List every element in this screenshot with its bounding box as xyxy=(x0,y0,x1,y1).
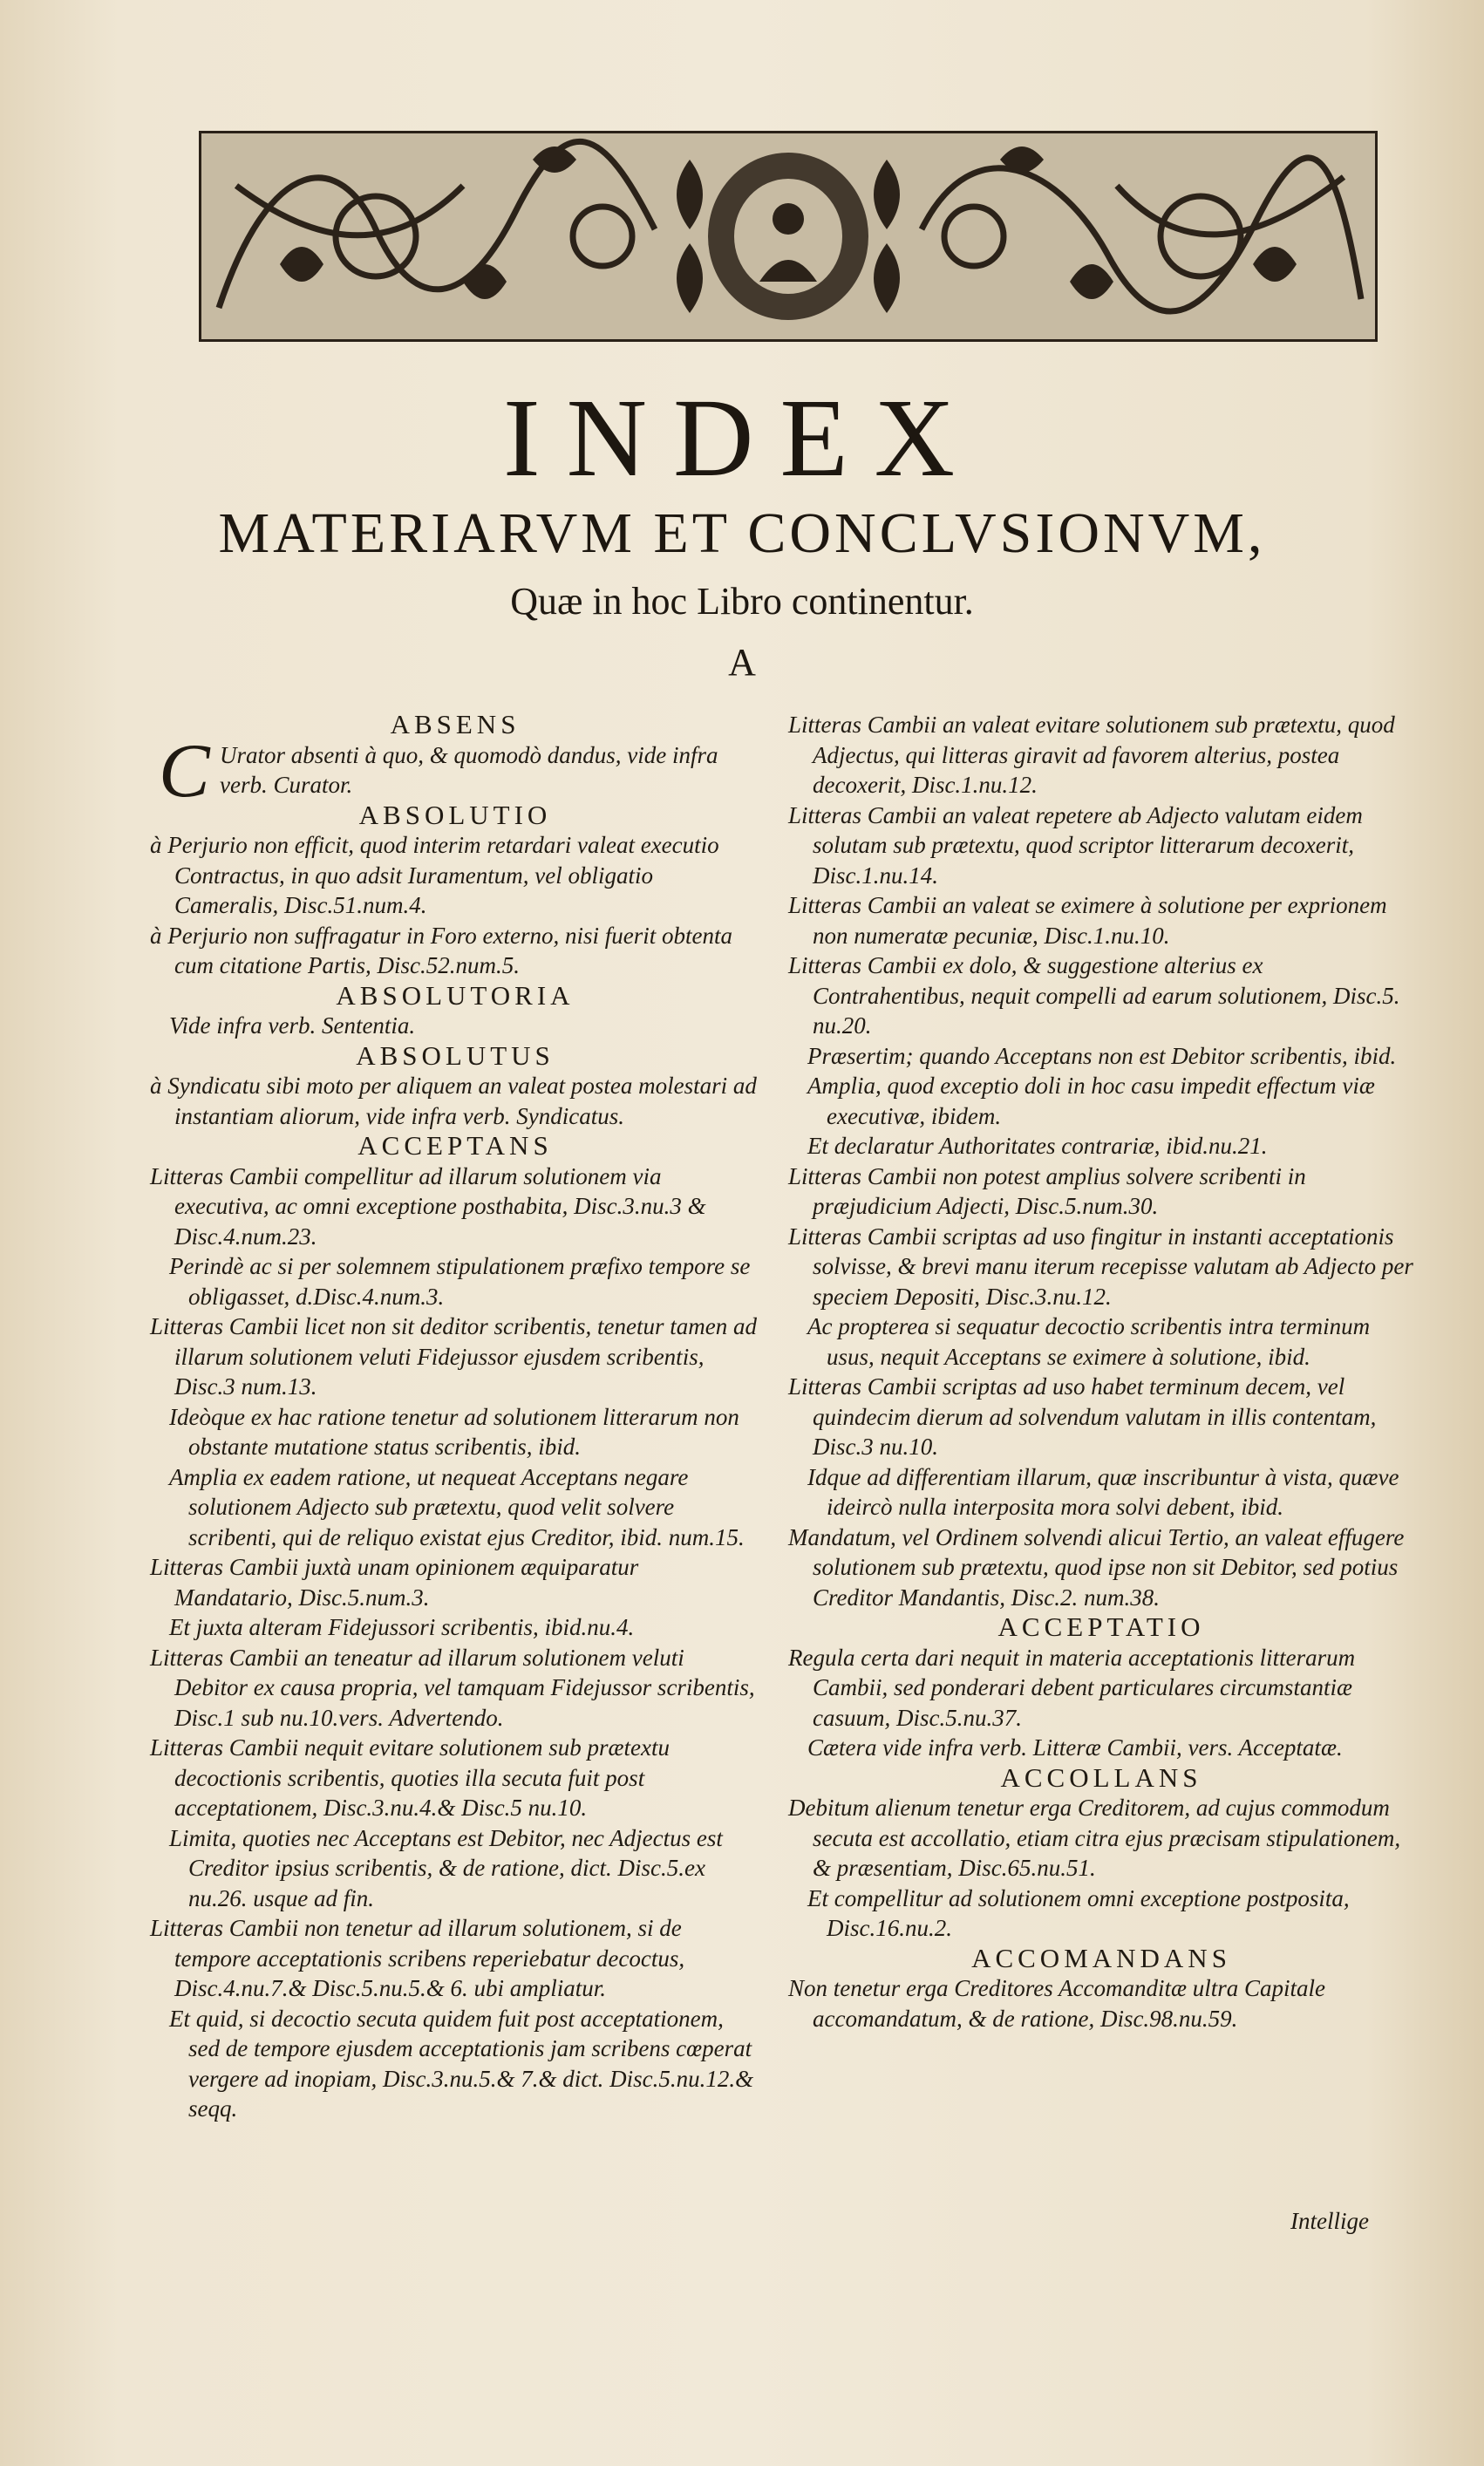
index-subentry: Perindè ac si per solemnem stipulationem præfixo tempore se obligasset, d.Disc.4.num.3. xyxy=(169,1253,751,1310)
index-heading: ABSOLUTUS xyxy=(356,1039,555,1071)
catchword: Intellige xyxy=(1290,2208,1369,2234)
drop-cap: C xyxy=(159,728,210,814)
index-subentry: Et declaratur Authoritates contrariæ, ibid.nu.21. xyxy=(807,1133,1268,1159)
index-entry: Debitum alienum tenetur erga Creditorem, ad cujus commodum secuta est accollatio, etiam citra ejus præcisam stipulationem, & præsentiam, Disc.65.nu.51. xyxy=(788,1795,1401,1881)
section-letter: A xyxy=(728,641,756,684)
index-subentry: Cætera vide infra verb. Litteræ Cambii, vers. Acceptatæ. xyxy=(807,1734,1343,1761)
index-entry: Litteras Cambii licet non sit deditor scribentis, tenetur tamen ad illarum solutionem veluti Fidejussor ejusdem scribentis, Disc.3 num.13. xyxy=(150,1313,757,1400)
index-heading: ABSOLUTORIA xyxy=(336,979,575,1011)
index-subentry: Limita, quoties nec Acceptans est Debitor, nec Adjectus est Creditor ipsius scribentis, & de ratione, dict. Disc.5.ex nu.26. usque ad fin. xyxy=(169,1824,723,1911)
index-heading: ACCEPTANS xyxy=(357,1130,553,1161)
page-tagline: Quæ in hoc Libro continentur. xyxy=(510,580,974,623)
index-heading: ABSOLUTIO xyxy=(358,799,552,830)
index-entry: Litteras Cambii an teneatur ad illarum solutionem veluti Debitor ex causa propria, vel tamquam Fidejussor scribentis, Disc.1 sub nu.10.vers. Advertendo. xyxy=(150,1644,755,1731)
index-subentry: Ideòque ex hac ratione tenetur ad solutionem litterarum non obstante mutatione status scribentis, ibid. xyxy=(169,1403,739,1460)
index-heading: ACCEPTATIO xyxy=(997,1611,1205,1642)
index-entry: Litteras Cambii nequit evitare solutionem sub prætextu decoctionis scribentis, quoties illa secuta fuit post acceptationem, Disc.3.nu.4.& Disc.5 nu.10. xyxy=(150,1734,670,1821)
index-subentry: Et compellitur ad solutionem omni exceptione postposita, Disc.16.nu.2. xyxy=(807,1884,1350,1941)
index-entry: Litteras Cambii an valeat se eximere à solutione per exprionem non numeratæ pecuniæ, Disc.1.nu.10. xyxy=(788,892,1387,949)
index-entry: Litteras Cambii non tenetur ad illarum solutionem, si de tempore acceptationis scribens reperiebatur decoctus, Disc.4.nu.7.& Disc.5.nu.5.& 6. ubi ampliatur. xyxy=(150,1915,685,2001)
index-subentry: Ampliа, quod exceptio doli in hoc casu impedit effectum viæ executivæ, ibidem. xyxy=(807,1073,1375,1129)
index-subentry: Ac propterea si sequatur decoctio scribentis intra terminum usus, nequit Acceptans se eximere à solutione, ibid. xyxy=(807,1313,1371,1370)
index-subentry: Vide infra verb. Sententia. xyxy=(169,1012,416,1039)
index-entry: Litteras Cambii compellitur ad illarum solutionem via executiva, ac omni exceptione posthabita, Disc.3.nu.3 & Disc.4.num.23. xyxy=(150,1162,706,1250)
entry-text: Urator absenti à quo, & quomodò dandus, vide infra verb. Curator. xyxy=(220,741,718,798)
index-subentry: Præsertim; quando Acceptans non est Debitor scribentis, ibid. xyxy=(807,1042,1397,1069)
index-entry: Litteras Cambii scriptas ad uso habet terminum decem, vel quindecim dierum ad solvendum valutam in illis contentam, Disc.3 nu.10. xyxy=(788,1373,1377,1460)
index-subentry: Idque ad differentiam illarum, quæ inscribuntur à vista, quæve ideircò nulla interposita mora solvi debent, ibid. xyxy=(807,1463,1399,1520)
page-title: INDEX xyxy=(502,376,982,500)
index-entry: Litteras Cambii an valeat repetere ab Adjecto valutam eidem solutam sub prætextu, quod scriptor litterarum decoxerit, Disc.1.nu.14. xyxy=(788,801,1363,889)
index-entry: Litteras Cambii juxtà unam opinionem æquiparatur Mandatario, Disc.5.num.3. xyxy=(150,1554,639,1611)
foliage-ornament-icon xyxy=(201,133,1375,339)
index-entry: Regula certa dari nequit in materia acceptationis litterarum Cambii, sed ponderari debent particulares circumstantiæ casuum, Disc.5.nu.37. xyxy=(788,1644,1356,1731)
left-column xyxy=(150,710,760,2124)
right-column xyxy=(788,710,1414,2033)
index-entry: à Perjurio non efficit, quod interim retardari valeat executio Contractus, in quo adsit Iuramentum, vel obligatio Cameralis, Disc.51.num.4. xyxy=(150,832,719,918)
index-entry: Litteras Cambii scriptas ad uso fingitur in instanti acceptationis solvisse, & brevi manu iterum recepisse valutam ab Adjecto per speciem Depositi, Disc.3.nu.12. xyxy=(788,1223,1413,1310)
index-entry: Litteras Cambii an valeat evitare solutionem sub prætextu, quod Adjectus, qui litteras giravit ad favorem alterius, postea decoxerit, Disc.1.nu.12. xyxy=(788,712,1395,798)
index-entry: Non tenetur erga Creditores Accomanditæ ultra Capitale accomandatum, & de ratione, Disc.98.nu.59. xyxy=(788,1975,1325,2032)
index-entry: à Syndicatu sibi moto per aliquem an valeat postea molestari ad instantiam aliorum, vide infra verb. Syndicatus. xyxy=(150,1073,757,1129)
index-entry: Mandatum, vel Ordinem solvendi alicui Tertio, an valeat effugere solutionem sub prætextu, quod ipse non sit Debitor, sed potius Creditor Mandantis, Disc.2. num.38. xyxy=(788,1523,1405,1611)
index-entry: Litteras Cambii non potest amplius solvere scribenti in præjudicium Adjecti, Disc.5.num.30. xyxy=(788,1162,1306,1219)
index-heading: ABSENS xyxy=(390,709,521,739)
index-subentry: Ampliа ex eadem ratione, ut nequeat Acceptans negare solutionem Adjecto sub prætextu, quod velit solvere scribenti, qui de reliquo existat ejus Creditor, ibid. num.15. xyxy=(169,1463,745,1550)
index-entry: Litteras Cambii ex dolo, & suggestione alterius ex Contrahentibus, nequit compelli ad earum solutionem, Disc.5. nu.20. xyxy=(788,952,1400,1039)
index-heading: ACCOLLANS xyxy=(1000,1761,1202,1793)
index-subentry: Et quid, si decoctio secuta quidem fuit post acceptationem, sed de tempore ejusdem acceptationis jam scribens cœperat vergere ad inopiam, Disc.3.nu.5.& 7.& dict. Disc.5.nu.12.& seqq. xyxy=(169,2005,754,2122)
index-entry xyxy=(150,728,760,814)
index-entry: à Perjurio non suffragatur in Foro externo, nisi fuerit obtenta cum citatione Partis, Disc.52.num.5. xyxy=(150,922,732,978)
index-heading: ACCOMANDANS xyxy=(971,1942,1231,1973)
ornamental-headpiece xyxy=(199,131,1378,342)
index-subentry: Et juxta alteram Fidejussori scribentis, ibid.nu.4. xyxy=(169,1614,635,1640)
page-subtitle: MATERIARVM ET CONCLVSIONVM, xyxy=(218,501,1266,565)
